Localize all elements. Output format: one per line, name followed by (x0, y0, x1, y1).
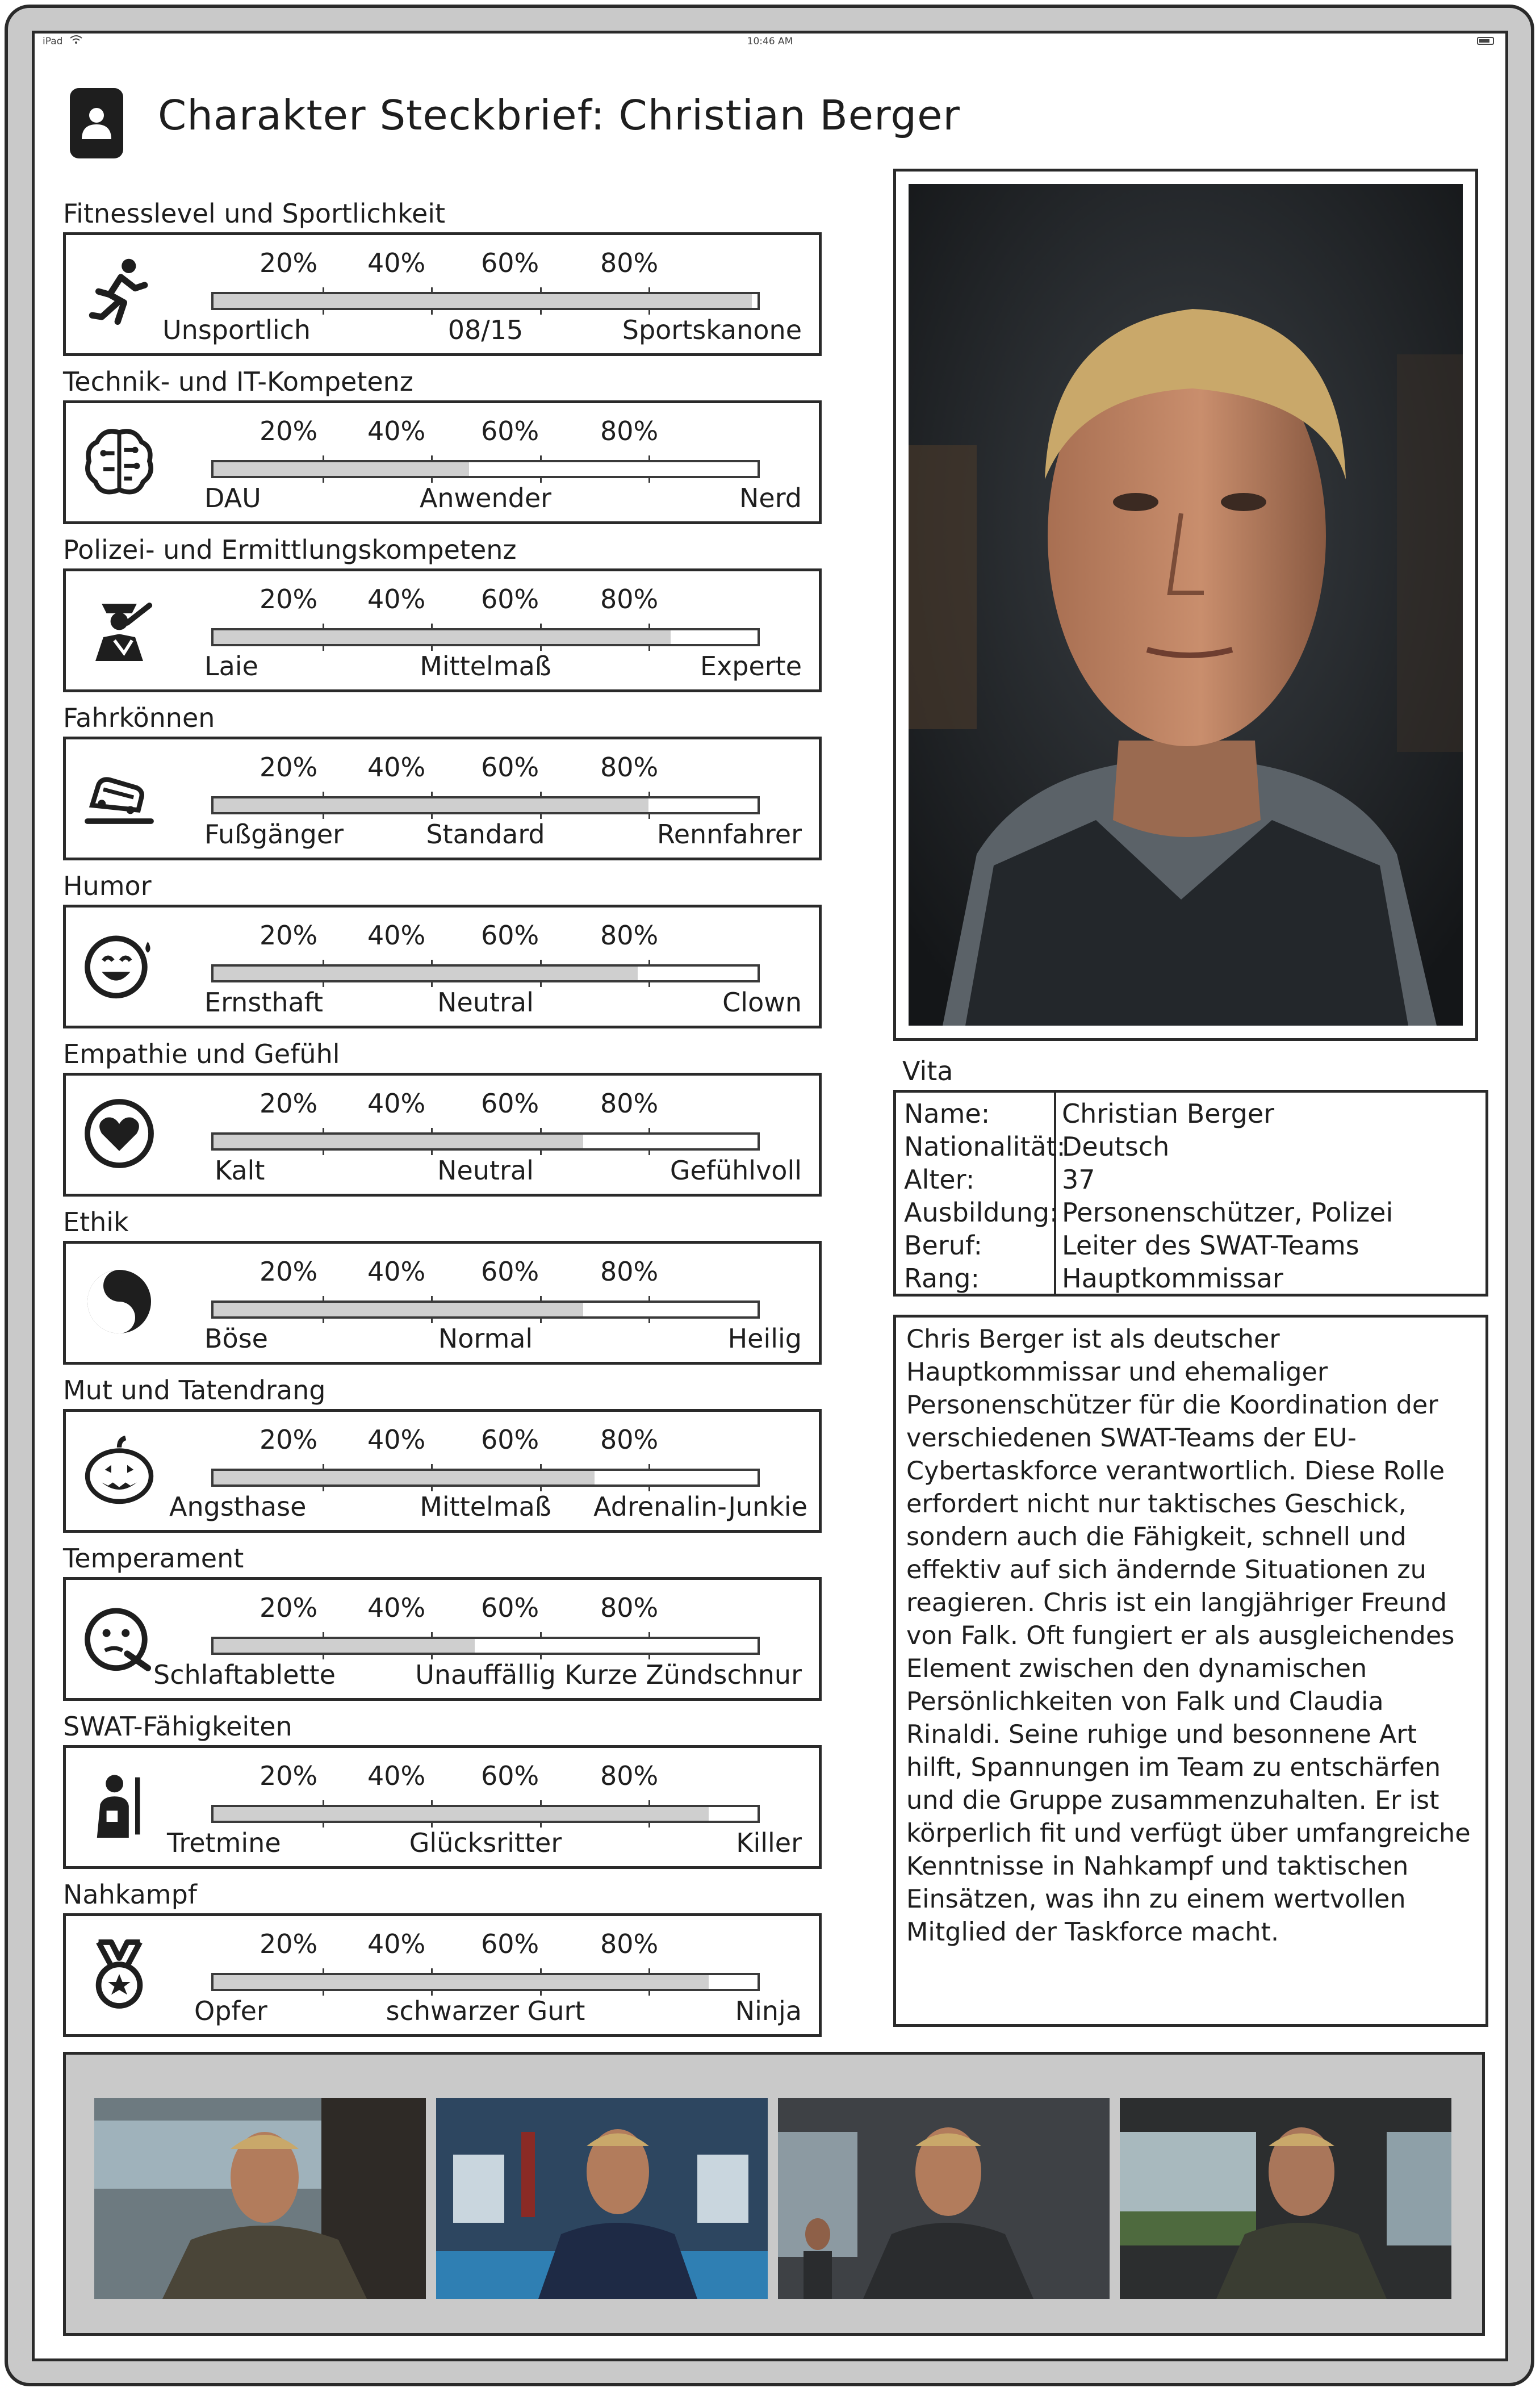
tick-mark (431, 792, 433, 798)
tick-mark (323, 455, 324, 462)
tick-mark (540, 812, 542, 819)
skill-box (63, 1913, 822, 2037)
skill-row (63, 1375, 824, 1543)
skill-row (63, 1039, 824, 1207)
tick-mark (323, 980, 324, 987)
percent-tick-label: 40% (367, 248, 426, 278)
pumpkin-icon (79, 1430, 159, 1509)
skill-level-fill (214, 1471, 595, 1484)
tick-mark (540, 455, 542, 462)
skill-label: Polizei- und Ermittlungskompetenz (63, 534, 517, 565)
scale-mid-label: Anwender (419, 483, 552, 513)
scale-low-label: Tretmine (167, 1828, 281, 1858)
scale-low-label: Angsthase (169, 1491, 307, 1522)
tick-mark (540, 1968, 542, 1975)
device-label: iPad (43, 36, 63, 47)
percent-tick-label: 40% (367, 1760, 426, 1791)
skill-level-fill (214, 967, 638, 980)
percent-tick-label: 60% (481, 920, 539, 951)
tick-mark (431, 1800, 433, 1807)
percent-tick-label: 40% (367, 920, 426, 951)
percent-tick-label: 60% (481, 1592, 539, 1623)
skill-slider-track[interactable] (211, 1973, 760, 1991)
vita-key: Name: (904, 1098, 990, 1129)
skill-row (63, 366, 824, 534)
scale-mid-label: 08/15 (447, 315, 524, 345)
percent-tick-label: 80% (600, 752, 659, 783)
scale-low-label: Kalt (215, 1155, 265, 1186)
tick-mark (323, 812, 324, 819)
percent-tick-label: 20% (260, 920, 318, 951)
skill-row (63, 702, 824, 871)
bio-text: Chris Berger ist als deutscher Hauptkommissar und ehemaliger Personenschützer für die Koordination der verschiedenen SWAT-Teams der EU-Cybertaskforce verantwortlich. Diese Rolle erfordert nicht nur taktisches Geschick, sondern auch die Fähigkeit, schnell und effektiv auf sich ändernde Situationen zu reagieren. Chris ist ein langjähriger Freund von Falk. Oft fungiert er als ausgleichendes Element zwischen den dynamischen Persönlichkeiten von Falk und Claudia Rinaldi. Seine ruhige und besonnene Art hilft, Spannungen im Team zu entschärfen und die Gruppe zusammenzuhalten. Er ist körperlich fit und verfügt über umfangreiche Kenntnisse in Nahkampf und taktischen Einsätzen, was ihn zu einem wertvollen Mitglied der Taskforce macht. (906, 1325, 1471, 1947)
scale-low-label: Ernsthaft (204, 987, 324, 1018)
tick-mark (431, 1968, 433, 1975)
status-bar (35, 34, 1505, 51)
tick-mark (431, 1484, 433, 1491)
scale-low-label: DAU (204, 483, 261, 513)
vita-divider (1054, 1093, 1056, 1294)
tick-mark (323, 287, 324, 294)
scale-high-label: Killer (736, 1828, 802, 1858)
tick-mark (323, 1800, 324, 1807)
percent-tick-label: 40% (367, 1088, 426, 1119)
tick-mark (540, 960, 542, 967)
tick-mark (323, 960, 324, 967)
vita-value: Christian Berger (1062, 1098, 1275, 1129)
screen (32, 31, 1508, 2361)
tick-mark (540, 1316, 542, 1323)
percent-tick-label: 60% (481, 752, 539, 783)
skill-slider-track[interactable] (211, 1637, 760, 1655)
tick-mark (648, 1484, 650, 1491)
tick-mark (540, 287, 542, 294)
skill-row (63, 1207, 824, 1375)
tick-mark (323, 308, 324, 315)
tick-mark (540, 1632, 542, 1639)
tick-mark (323, 1128, 324, 1135)
skill-slider-track[interactable] (211, 1469, 760, 1487)
percent-tick-label: 40% (367, 584, 426, 614)
laughing-face-icon (79, 926, 159, 1005)
scale-high-label: Experte (700, 651, 802, 681)
running-person-icon (79, 253, 159, 333)
skill-label: Temperament (63, 1543, 244, 1574)
heart-icon (79, 1094, 159, 1173)
gallery-photo-2[interactable] (436, 2098, 768, 2299)
tick-mark (648, 980, 650, 987)
percent-tick-label: 60% (481, 1760, 539, 1791)
skill-level-fill (214, 1807, 709, 1821)
page-title: Charakter Steckbrief: Christian Berger (158, 91, 961, 139)
tick-mark (431, 1316, 433, 1323)
tick-mark (648, 1968, 650, 1975)
percent-tick-label: 80% (600, 1256, 659, 1287)
percent-tick-label: 20% (260, 248, 318, 278)
vita-value: Hauptkommissar (1062, 1263, 1283, 1294)
skill-row (63, 871, 824, 1039)
tick-mark (540, 1484, 542, 1491)
tick-mark (540, 1128, 542, 1135)
percent-tick-label: 20% (260, 416, 318, 446)
vita-key: Nationalität: (904, 1131, 1066, 1162)
bio-box (893, 1315, 1488, 2027)
user-profile-icon (70, 88, 123, 158)
tick-mark (323, 644, 324, 651)
tick-mark (323, 624, 324, 630)
percent-tick-label: 80% (600, 248, 659, 278)
percent-tick-label: 80% (600, 584, 659, 614)
percent-tick-label: 60% (481, 584, 539, 614)
skill-slider-track[interactable] (211, 460, 760, 478)
tick-mark (540, 1989, 542, 1996)
photo-gallery (63, 2052, 1485, 2336)
tick-mark (648, 624, 650, 630)
tick-mark (431, 308, 433, 315)
tick-mark (431, 812, 433, 819)
skill-label: Empathie und Gefühl (63, 1039, 340, 1069)
skill-level-fill (214, 798, 648, 812)
skill-label: Mut und Tatendrang (63, 1375, 326, 1406)
skill-label: SWAT-Fähigkeiten (63, 1711, 292, 1742)
percent-tick-label: 40% (367, 752, 426, 783)
skill-level-fill (214, 630, 671, 644)
vita-value: 37 (1062, 1164, 1095, 1195)
battery-icon (1477, 37, 1494, 45)
tick-mark (431, 1653, 433, 1659)
vita-key: Beruf: (904, 1230, 982, 1261)
scale-mid-label: Neutral (437, 987, 534, 1018)
scale-high-label: Clown (722, 987, 802, 1018)
tick-mark (648, 1464, 650, 1471)
skill-box (63, 1073, 822, 1197)
skill-label: Humor (63, 871, 152, 901)
skill-label: Nahkampf (63, 1879, 197, 1910)
vita-key: Alter: (904, 1164, 975, 1195)
portrait-frame (893, 169, 1478, 1041)
percent-tick-label: 80% (600, 416, 659, 446)
skill-box (63, 1577, 822, 1701)
skill-label: Technik- und IT-Kompetenz (63, 366, 413, 397)
tick-mark (540, 1296, 542, 1303)
skill-slider-track[interactable] (211, 964, 760, 982)
skill-label: Ethik (63, 1207, 129, 1237)
tick-mark (323, 1484, 324, 1491)
skill-slider-track[interactable] (211, 1805, 760, 1823)
percent-tick-label: 80% (600, 1929, 659, 1959)
scale-mid-label: Standard (426, 819, 545, 850)
tick-mark (540, 308, 542, 315)
percent-tick-label: 60% (481, 1256, 539, 1287)
tick-mark (648, 1316, 650, 1323)
scale-mid-label: schwarzer Gurt (386, 1996, 585, 2026)
scale-high-label: Sportskanone (622, 315, 802, 345)
tick-mark (540, 1464, 542, 1471)
tick-mark (323, 476, 324, 483)
percent-tick-label: 20% (260, 584, 318, 614)
vita-table (893, 1090, 1488, 1297)
scale-low-label: Fußgänger (204, 819, 344, 850)
scale-high-label: Rennfahrer (656, 819, 802, 850)
tick-mark (540, 644, 542, 651)
tick-mark (648, 1296, 650, 1303)
gallery-photo-4[interactable] (1120, 2098, 1451, 2299)
tick-mark (431, 1821, 433, 1828)
scale-mid-label: Mittelmaß (420, 1491, 551, 1522)
skill-slider-track[interactable] (211, 796, 760, 814)
skill-row (63, 1711, 824, 1879)
tick-mark (431, 1632, 433, 1639)
tick-mark (540, 476, 542, 483)
scale-mid-label: Neutral (437, 1155, 534, 1186)
tick-mark (648, 960, 650, 967)
percent-tick-label: 20% (260, 1929, 318, 1959)
tick-mark (648, 1148, 650, 1155)
tick-mark (648, 792, 650, 798)
skill-row (63, 1543, 824, 1711)
tick-mark (540, 1653, 542, 1659)
percent-tick-label: 80% (600, 920, 659, 951)
tick-mark (648, 1821, 650, 1828)
percent-tick-label: 40% (367, 1424, 426, 1455)
scale-high-label: Gefühlvoll (669, 1155, 802, 1186)
scale-low-label: Schlaftablette (153, 1659, 336, 1690)
portrait-photo (909, 184, 1463, 1026)
tick-mark (540, 624, 542, 630)
tick-mark (323, 1296, 324, 1303)
tick-mark (431, 287, 433, 294)
skill-row (63, 534, 824, 702)
yin-yang-icon (79, 1262, 159, 1341)
skill-level-fill (214, 462, 469, 476)
police-officer-icon (79, 589, 159, 669)
scale-low-label: Böse (204, 1323, 268, 1354)
percent-tick-label: 40% (367, 1256, 426, 1287)
tick-mark (431, 476, 433, 483)
percent-tick-label: 20% (260, 1424, 318, 1455)
scale-high-label: Kurze Zündschnur (564, 1659, 802, 1690)
percent-tick-label: 40% (367, 416, 426, 446)
tick-mark (540, 1148, 542, 1155)
percent-tick-label: 40% (367, 1929, 426, 1959)
scale-mid-label: Unauffällig (415, 1659, 556, 1690)
tick-mark (323, 1148, 324, 1155)
percent-tick-label: 20% (260, 1760, 318, 1791)
tick-mark (323, 1464, 324, 1471)
car-crash-icon (79, 758, 159, 837)
percent-tick-label: 60% (481, 1929, 539, 1959)
vita-value: Personenschützer, Polizei (1062, 1197, 1393, 1228)
tick-mark (323, 1653, 324, 1659)
tick-mark (431, 1148, 433, 1155)
soldier-icon (79, 1766, 159, 1846)
skill-level-fill (214, 1135, 583, 1148)
percent-tick-label: 20% (260, 1088, 318, 1119)
tick-mark (323, 792, 324, 798)
scale-high-label: Adrenalin-Junkie (593, 1491, 807, 1522)
skill-slider-track[interactable] (211, 628, 760, 646)
skill-level-fill (214, 1303, 583, 1316)
tick-mark (323, 1989, 324, 1996)
percent-tick-label: 20% (260, 1592, 318, 1623)
percent-tick-label: 60% (481, 248, 539, 278)
tick-mark (648, 812, 650, 819)
percent-tick-label: 20% (260, 1256, 318, 1287)
tick-mark (648, 1128, 650, 1135)
tick-mark (431, 1128, 433, 1135)
tick-mark (648, 1653, 650, 1659)
percent-tick-label: 60% (481, 416, 539, 446)
scale-mid-label: Glücksritter (409, 1828, 562, 1858)
tick-mark (540, 980, 542, 987)
status-time: 10:46 AM (747, 36, 793, 47)
skill-label: Fahrkönnen (63, 702, 215, 733)
percent-tick-label: 40% (367, 1592, 426, 1623)
percent-tick-label: 60% (481, 1424, 539, 1455)
tick-mark (431, 1989, 433, 1996)
skill-slider-track[interactable] (211, 1132, 760, 1151)
medal-icon (79, 1934, 159, 2014)
tick-mark (648, 1989, 650, 1996)
percent-tick-label: 20% (260, 752, 318, 783)
tick-mark (540, 792, 542, 798)
vita-title: Vita (902, 1056, 953, 1086)
percent-tick-label: 60% (481, 1088, 539, 1119)
scale-low-label: Opfer (194, 1996, 267, 2026)
skill-level-fill (214, 1975, 709, 1989)
scale-high-label: Nerd (739, 483, 802, 513)
skill-row (63, 198, 824, 366)
tick-mark (431, 455, 433, 462)
skill-level-fill (214, 1639, 475, 1653)
tick-mark (648, 644, 650, 651)
skill-box (63, 232, 822, 356)
scale-high-label: Heilig (727, 1323, 802, 1354)
skill-slider-track[interactable] (211, 1300, 760, 1319)
tick-mark (648, 287, 650, 294)
percent-tick-label: 80% (600, 1760, 659, 1791)
tick-mark (323, 1968, 324, 1975)
brain-circuit-icon (79, 421, 159, 501)
tick-mark (431, 1296, 433, 1303)
skill-box (63, 1745, 822, 1869)
percent-tick-label: 80% (600, 1088, 659, 1119)
skill-box (63, 1241, 822, 1365)
tick-mark (648, 455, 650, 462)
skill-box (63, 568, 822, 692)
percent-tick-label: 80% (600, 1592, 659, 1623)
skill-box (63, 1409, 822, 1533)
vita-value: Deutsch (1062, 1131, 1170, 1162)
tick-mark (431, 960, 433, 967)
vita-value: Leiter des SWAT-Teams (1062, 1230, 1359, 1261)
tick-mark (431, 644, 433, 651)
tick-mark (540, 1800, 542, 1807)
skill-box (63, 400, 822, 524)
percent-tick-label: 80% (600, 1424, 659, 1455)
tick-mark (540, 1821, 542, 1828)
vita-key: Ausbildung: (904, 1197, 1058, 1228)
scale-mid-label: Mittelmaß (420, 651, 551, 681)
tick-mark (431, 1464, 433, 1471)
tick-mark (323, 1821, 324, 1828)
tick-mark (648, 1632, 650, 1639)
scale-mid-label: Normal (438, 1323, 533, 1354)
scale-high-label: Ninja (735, 1996, 802, 2026)
skill-box (63, 905, 822, 1028)
tick-mark (431, 980, 433, 987)
tick-mark (648, 308, 650, 315)
skill-level-fill (214, 294, 752, 308)
tick-mark (323, 1632, 324, 1639)
vita-key: Rang: (904, 1263, 980, 1294)
tick-mark (648, 476, 650, 483)
skill-slider-track[interactable] (211, 292, 760, 310)
sick-face-icon (79, 1598, 159, 1678)
scale-low-label: Laie (204, 651, 258, 681)
tick-mark (323, 1316, 324, 1323)
skill-row (63, 1879, 824, 2047)
tick-mark (431, 624, 433, 630)
scale-low-label: Unsportlich (162, 315, 311, 345)
skill-box (63, 737, 822, 860)
skill-label: Fitnesslevel und Sportlichkeit (63, 198, 446, 229)
gallery-photo-1[interactable] (94, 2098, 426, 2299)
tick-mark (648, 1800, 650, 1807)
gallery-photo-3[interactable] (778, 2098, 1110, 2299)
